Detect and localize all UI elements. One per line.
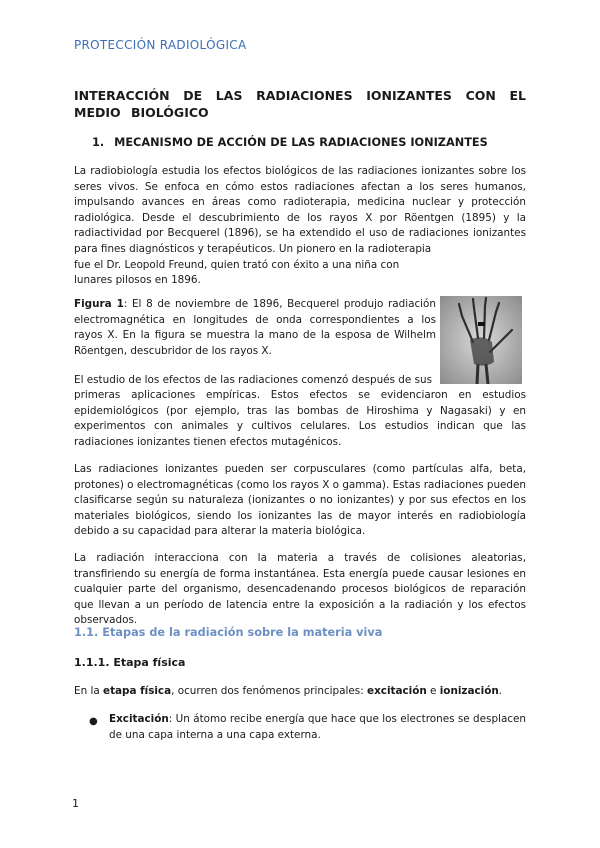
running-header: PROTECCIÓN RADIOLÓGICA (74, 38, 247, 52)
page-number: 1 (72, 797, 79, 810)
figure-label: Figura 1 (74, 298, 124, 310)
section-number: 1. (92, 136, 105, 149)
paragraph-line: El estudio de los efectos de las radiaciones comenzó después de sus (74, 374, 432, 386)
figure-caption-text: : El 8 de noviembre de 1896, Becquerel produjo radiación electromagnética en longitudes de onda correspondientes a los rayos X. En la figura se muestra la mano de la esposa de Wilhelm Röentgen, descubridor de los rayos X. (74, 298, 436, 357)
bold-term: excitación (367, 685, 427, 697)
bold-term: etapa física (103, 685, 172, 697)
bold-term: ionización (439, 685, 499, 697)
paragraph (74, 684, 502, 700)
bullet-term: Excitación (109, 713, 169, 725)
intro-paragraph-line: lunares pilosos en 1896. (74, 274, 201, 286)
bullet-item (109, 712, 526, 743)
intro-paragraph: La radiobiología estudia los efectos biológicos de las radiaciones ionizantes sobre los seres vivos. Se enfoca en cómo estos radiaciones afectan a los seres humanos, impulsando avances en áreas como radioterapia, medicina nuclear y protección radiológica. Desde el descubrimiento de los rayos X por Röentgen (1895) y la radiactividad por Becquerel (1896), se ha extendido el uso de radiaciones ionizantes para fines diagnósticos y terapéuticos. Un pionero en la radioterapia (74, 165, 526, 255)
text-run: . (498, 685, 503, 697)
subsection-heading: 1.1. Etapas de la radiación sobre la materia viva (74, 626, 383, 639)
text-run: , ocurren dos fenómenos principales: (171, 685, 368, 697)
subsubsection-heading: 1.1.1. Etapa física (74, 656, 186, 669)
section-title: MECANISMO DE ACCIÓN DE LAS RADIACIONES IONIZANTES (114, 136, 488, 149)
paragraph: primeras aplicaciones empíricas. Estos efectos se evidenciaron en estudios epidemiológicos (por ejemplo, tras las bombas de Hiroshima y Nagasaki) y en experimentos con animales y cultivos celulares. Los estudios indican que las radiaciones ionizantes tienen efectos mutagénicos. (74, 389, 526, 448)
text-run: e (426, 685, 440, 697)
paragraph: Las radiaciones ionizantes pueden ser corpusculares (como partículas alfa, beta, protones) o electromagnéticas (como los rayos X o gamma). Estas radiaciones pueden clasificarse según su naturaleza (ionizantes o no ionizantes) y por sus efectos en los materiales biológicos, siendo los ionizantes las de mayor interés en radiobiología debido a su capacidad para alterar la materia biológica. (74, 463, 526, 538)
xray-hand-image (440, 296, 522, 384)
paragraph: La radiación interacciona con la materia a través de colisiones aleatorias, transfiriendo su energía de forma instantánea. Esta energía puede causar lesiones en cualquier parte del organismo, desencadenando procesos biológicos de reparación que llevan a un período de latencia entre la exposición a la radiación y los efectos observados. (74, 552, 526, 627)
bullet-text: : Un átomo recibe energía que hace que los electrones se desplacen de una capa interna a una capa externa. (109, 713, 526, 741)
document-title: INTERACCIÓN DE LAS RADIACIONES IONIZANTES CON EL MEDIO BIOLÓGICO (74, 88, 526, 120)
section-heading (92, 136, 488, 150)
text-run: En la (74, 685, 104, 697)
intro-paragraph-line: fue el Dr. Leopold Freund, quien trató con éxito a una niña con (74, 259, 400, 271)
figure-caption (74, 297, 436, 359)
bullet-icon: ● (89, 716, 98, 727)
